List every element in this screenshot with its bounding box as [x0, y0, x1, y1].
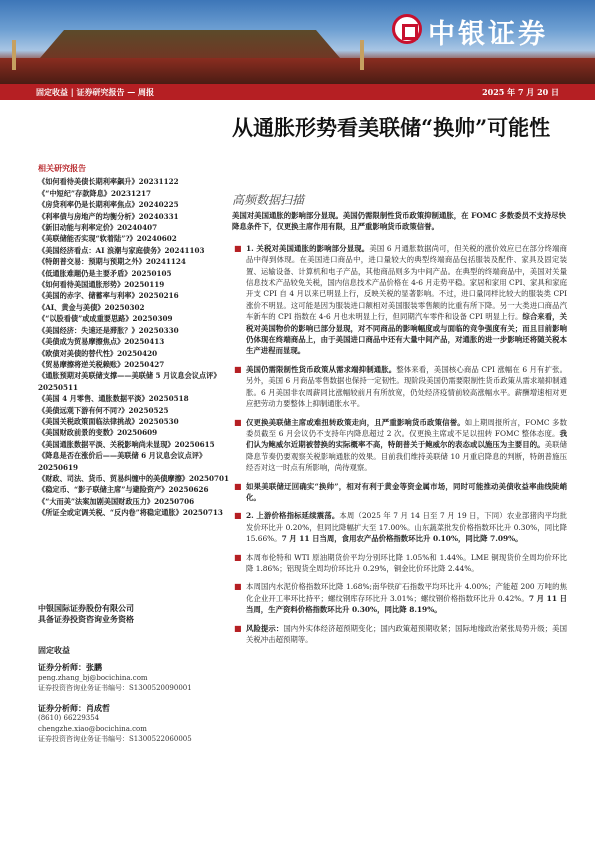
related-reports-sidebar: [38, 163, 234, 519]
lamp-post-image: [360, 40, 364, 70]
hero-banner: [0, 0, 595, 84]
bullet-heading: 1. 关税对美国通胀的影响部分显现。: [246, 243, 370, 253]
related-report-link[interactable]: 《财政、司法、货币、贸易纠缠中的美债摩擦》20250701: [38, 473, 229, 483]
report-category: 固定收益 | 证券研究报告 — 周报: [36, 87, 155, 97]
analyst-email[interactable]: chengzhe.xiao@bocichina.com: [38, 724, 147, 733]
analyst-info: [38, 662, 228, 745]
related-report-link[interactable]: 《美国关税政策面临法律挑战》20250530: [38, 416, 179, 426]
risk-text: 国内外实体经济超预期变化；国内政策超预期收紧；国际地缘政治紧张局势升级；美国关税冲击超预期等。: [246, 623, 567, 644]
related-report-link[interactable]: 《“以股看债”或成重要思路》20250309: [38, 314, 173, 324]
brand-name: 中银证券: [428, 19, 548, 50]
related-report-link[interactable]: 《通胀预期对美联储支撑——美联储 5 月议息会议点评》20250511: [38, 371, 221, 392]
related-report-link[interactable]: 《特朗普交易：预期与预期之外》20241124: [38, 257, 186, 267]
analyst-phone: (8610) 66229354: [38, 714, 100, 722]
related-report-link[interactable]: 《美债远观下游有何不同?》20250525: [38, 405, 169, 415]
section-label: 固定收益: [38, 645, 70, 655]
related-report-link[interactable]: 《如何看待美国通胀形势》20250119: [38, 280, 165, 290]
bullet-item: [232, 243, 567, 357]
related-reports-list: [38, 176, 234, 518]
bullet-icon: ■: [234, 364, 242, 374]
summary-lead: 美国对美国通胀的影响部分显现。美国仍需限制性货币政策抑制通胀，在 FOMC 多数委员不支持尽快降息条件下，仅更换主席作用有限，且严重影响货币政策信誉。: [232, 211, 566, 232]
bullet-conclusion: 7 月 11 日当周，生产资料价格指数环比升 0.30%，同比降 8.19%。: [246, 593, 567, 615]
related-report-link[interactable]: 《所证全或定调关税、“反内卷”将稳定通胀》20250713: [38, 508, 223, 518]
related-report-link[interactable]: 《欧债对美债的替代性》20250420: [38, 348, 158, 358]
bullet-conclusion: 7 月 11 日当周，食用农产品价格指数环比升 0.10%，同比降 7.09%。: [281, 534, 523, 544]
report-date: 2025 年 7 月 20 日: [482, 87, 559, 97]
related-report-link[interactable]: 《利率债与房地产的均衡分析》20240331: [38, 211, 179, 221]
bullet-icon: ■: [234, 417, 242, 427]
bullet-conclusion: 综合来看，关税对美国物价的影响已部分显现，对不同商品的影响幅度或与面临的竞争强度有关；而且目前影响仍体现在终端商品上，由于美国进口商品中还有大量中间产品，对通胀的进一步影响还将随关税本生产进程而显现。: [246, 312, 567, 356]
related-report-link[interactable]: 《AI、黄金与美债》20250302: [38, 302, 145, 312]
bullet-heading: 仅更换美联储主席或难扭转政策走向，且严重影响货币政策信誉。: [246, 417, 465, 427]
bullet-text: 美联储降息节奏仍要观察关税影响通胀的效果。目前我们维持美联储 10 月重启降息的判断，特朗普施压经否对这一时点有所影响，尚待观察。: [246, 440, 567, 473]
institution-info: [38, 603, 228, 625]
boc-logo-icon: [392, 14, 422, 44]
related-report-link[interactable]: 《美国 4 月零售、通胀数据平淡》20250518: [38, 394, 189, 404]
bullet-item: [232, 510, 567, 544]
bullet-icon: ■: [234, 511, 242, 521]
bullet-text: 如上期周报所言，FOMC 多数委员截至 6 月会议仍不支持年内降息超过 2 次。仅更换主席或不足以扭转 FOMC 整体态度。: [246, 417, 567, 438]
bullet-heading: 2. 上游价格指标延续震荡。: [246, 511, 340, 521]
analyst-name: 证券分析师：张鹏: [38, 662, 102, 672]
related-report-link[interactable]: 《“大而美”法案加剧美国财政压力》20250706: [38, 496, 195, 506]
bullet-icon: ■: [234, 552, 242, 562]
related-report-link[interactable]: 《低通胀难题仍是主要矛盾》20250105: [38, 268, 172, 278]
related-report-link[interactable]: 《美国的赤字、储蓄率与利率》20250216: [38, 291, 179, 301]
lamp-post-image: [12, 40, 16, 70]
related-report-link[interactable]: 《美联储能否实现“软着陆”?》20240602: [38, 234, 177, 244]
bullet-item: [232, 623, 567, 646]
bullet-text: 美国 6 月通胀数据尚可，但关税的涨价效应已在部分终端商品中得到体现。在美国进口商品中，进口量较大的典型终端商品包括服装及配件、家具及固定装置、运输设备、计算机和电子产品，其他商品则多为中间产品。在典型的终端商品中，美国对关量信息技术产品较免关税，国内信息技术产品价格在 4-6 月走势平稳。家居和家用 CPI、家具和家庭开支 CPI 自 4 月以来已明显上行，反映关税的显著影响。不过，进口量同样比较大的服装类 CPI 涨价不明显。这可能是因为服装进口额相对美国服装零售额的比重有所下降。另一大类进口商品汽车新车的 CPI 指数在 4-6 月也未明显上行，但同期汽车零件和设备 CPI 明显上行。: [246, 243, 567, 322]
related-report-link[interactable]: 《美国财政前景的变数》20250609: [38, 428, 158, 438]
bullet-item: [232, 417, 567, 474]
related-report-link[interactable]: 《美债成为贸易摩擦焦点》20250413: [38, 337, 165, 347]
related-report-link[interactable]: 《房贷利率仍是长期利率焦点》20240225: [38, 200, 179, 210]
related-report-link[interactable]: 《降息是否在涨价后——美联储 6 月议息会议点评》20250619: [38, 451, 207, 472]
related-report-link[interactable]: 《美国经济：失速还是滞胀？》20250330: [38, 325, 179, 335]
related-report-link[interactable]: 《美国经济看点：AI 浪潮与家庭债务》20241103: [38, 245, 205, 255]
related-reports-heading: 相关研究报告: [38, 164, 86, 173]
bullet-conclusion: 我们认为鲍威尔近期被替换的实际概率不高，特朗普关于鲍威尔的表态或以施压为主要目的。: [246, 428, 567, 450]
related-report-link[interactable]: 《新旧动能与利率定价》20240407: [38, 223, 158, 233]
related-report-link[interactable]: 《“中短纪”存款降息》20231217: [38, 188, 151, 198]
bullet-item: [232, 481, 567, 504]
related-report-link[interactable]: 《稳定币、“影子联储主席”与避险资产》20250626: [38, 485, 209, 495]
palace-wall-image: [0, 58, 595, 84]
bullet-item: [232, 364, 567, 410]
report-subtitle: 高频数据扫描: [232, 193, 305, 207]
report-title: 从通胀形势看美联储“换帅”可能性: [232, 115, 551, 140]
bullet-text: 整体来看，美国核心商品 CPI 涨幅在 6 月有扩张。另外，美国 6 月商品零售数据也保持一定韧性。现阶段美国仍需要限制性货币政策从需求端抑制通胀。6 月美国非农周薪同比涨幅较前月有所放宽，仍处经济疫情前较高涨幅水平。薪酬增速相对更应把劳动力要整体上抑制通胀水平。: [246, 364, 567, 409]
risk-heading: 风险提示：: [246, 623, 284, 633]
bullet-text: 本周（2025 年 7 月 14 日至 7 月 19 日，下同）农业部猪肉平均批发价环比升 0.20%，但同比降幅扩大至 17.00%。山东蔬菜批发价格指数环比升 0.30%，同比降 15.66%。: [246, 511, 567, 544]
analyst-email[interactable]: peng.zhang_bj@bocichina.com: [38, 673, 148, 682]
bullet-icon: ■: [234, 481, 242, 491]
analyst-name: 证券分析师：肖成哲: [38, 702, 110, 713]
bullet-icon: ■: [234, 582, 242, 592]
bullet-icon: ■: [234, 243, 242, 253]
institution-qualification: 具备证券投资咨询业务资格: [38, 614, 134, 624]
bullet-heading: 如果美联储迂回确实“换帅”，相对有利于黄金等资金属市场，同时可能推动美债收益率曲线陡峭化。: [246, 481, 567, 502]
bullet-text: 本周国内水泥价格指数环比降 1.68%;南华铁矿石指数平均环比升 4.00%；产能超 200 万吨的焦化企业开工率环比持平；螺纹钢库存环比升 3.01%；螺纹钢价格指数环比升 0.42%。: [246, 582, 567, 603]
report-body: [232, 210, 567, 652]
bullet-heading: 美国仍需限制性货币政策从需求端抑制通胀。: [246, 364, 397, 374]
related-report-link[interactable]: 《美国通胀数据平淡、关税影响尚未显现》20250615: [38, 439, 215, 449]
related-report-link[interactable]: 《如何看待美债长期利率飙升》20231122: [38, 177, 179, 187]
analyst-cert: 证券投资咨询业务证书编号：S1300522060005: [38, 735, 192, 743]
analyst-cert: 证券投资咨询业务证书编号：S1300520090001: [38, 684, 192, 692]
bullet-item: [232, 581, 567, 615]
bullet-item: [232, 552, 567, 575]
bullet-text: 本周布伦特和 WTI 原油期货价平均分别环比降 1.05%和 1.44%。LME 铜现货价全周均价环比降 1.86%；铝现货全周均价环比升 0.29%，铜金比价环比降 2.44%。: [246, 552, 567, 573]
bullet-icon: ■: [234, 623, 242, 633]
report-meta-bar: [0, 84, 595, 100]
related-report-link[interactable]: 《贸易摩擦将逆关税赖账》20250427: [38, 359, 165, 369]
institution-name: 中银国际证券股份有限公司: [38, 603, 134, 613]
